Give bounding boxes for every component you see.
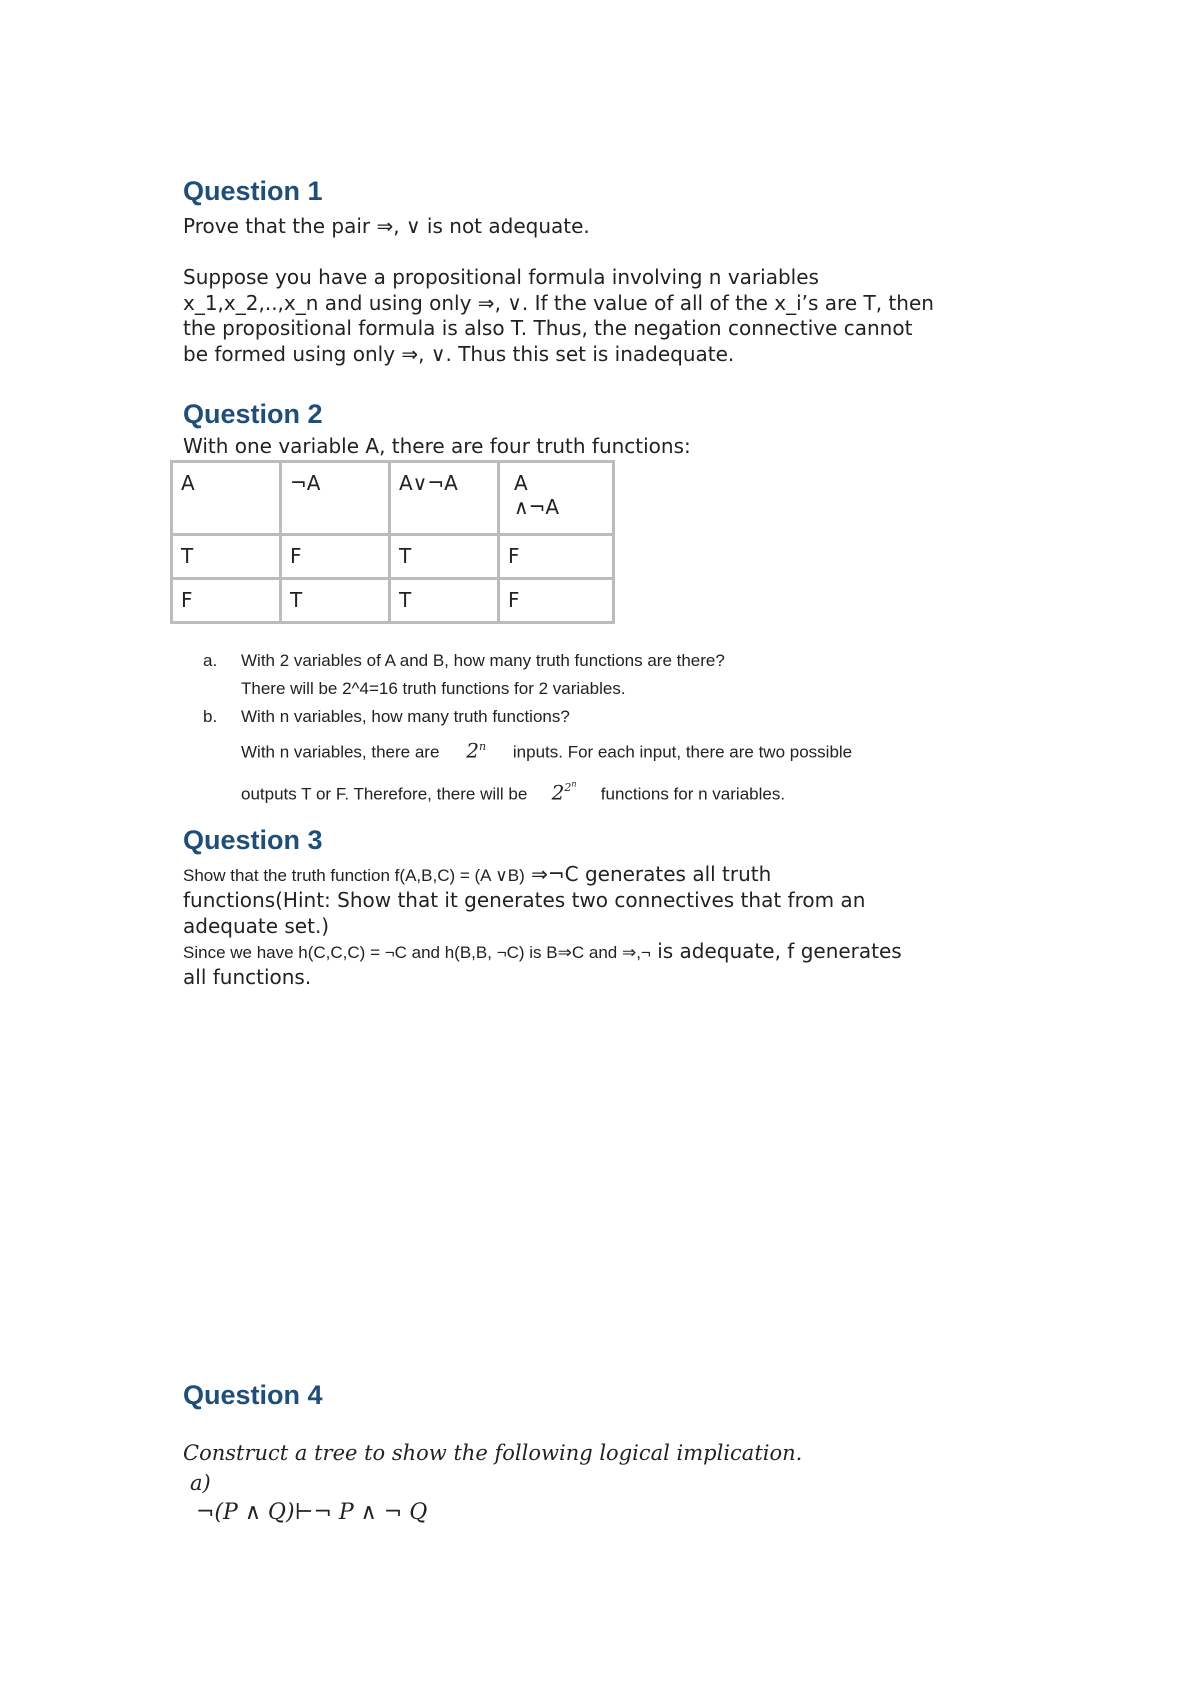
list-item [203,703,852,731]
truth-table-cell: F [281,535,390,579]
truth-table-row [172,579,614,623]
math-base: 2 [551,779,565,804]
truth-table-cell: T [390,535,499,579]
q4-part-label: a) [190,1471,211,1495]
truth-table-header-cell: A∨¬A [390,462,499,535]
truth-table-header-cell: A ∧¬A [499,462,614,535]
answer-text: inputs. For each input, there are two possible [512,742,853,762]
truth-table-cell: T [281,579,390,623]
q2-intro: With one variable A, there are four truth functions: [183,434,691,458]
q2-heading: Question 2 [183,399,323,429]
q1-answer-line: Suppose you have a propositional formula involving n variables [183,265,819,289]
q1-heading: Question 1 [183,176,323,206]
truth-table-header [172,462,614,535]
q3-line [183,862,902,888]
math-base: 2 [466,738,479,763]
q4-formula: ¬(P ∧ Q)⊢¬ P ∧ ¬ Q [196,1500,428,1525]
q3-text: is adequate, f generates [650,939,902,963]
truth-table-cell: F [172,579,281,623]
q3-heading: Question 3 [183,825,323,855]
two-power-n [444,731,508,767]
math-exponent [564,781,576,794]
q1-answer-line: x_1,x_2,..,x_n and using only ⇒, ∨. If the value of all of the x_i’s are T, then [183,290,934,315]
truth-table [170,460,615,624]
list-answer: There will be 2^4=16 truth functions for 2 variables. [241,679,626,698]
truth-table-cell: F [499,579,614,623]
q3-line: adequate set.) [183,913,330,938]
q1-answer-line: be formed using only ⇒, ∨. Thus this set is inadequate. [183,341,735,366]
truth-table-cell: T [390,579,499,623]
truth-table-header-cell: A [172,462,281,535]
truth-table-header-cell: ¬A [281,462,390,535]
answer-text: functions for n variables. [600,783,786,803]
list-question: With 2 variables of A and B, how many truth functions are there? [241,651,725,670]
answer-text: outputs T or F. Therefore, there will be [241,783,528,803]
q3-line: all functions. [183,965,312,989]
list-answer [203,769,852,810]
q1-prompt: Prove that the pair ⇒, ∨ is not adequate. [183,214,590,238]
q3-line [183,939,902,965]
q3-text: ⇒¬C generates all truth [524,862,772,886]
q3-text: Since we have h(C,C,C) = ¬C and h(B,B, ¬C) is B⇒C and ⇒,¬ [183,943,651,962]
q3-line: functions(Hint: Show that it generates two connectives that from an [183,888,866,912]
q2-list [203,647,852,810]
list-answer [203,731,852,769]
list-item [203,647,852,675]
truth-table-cell: F [499,535,614,579]
q3-text: Show that the truth function f(A,B,C) = (A ∨B) [183,866,525,885]
q1-answer [183,265,934,367]
q1-answer-line: the propositional formula is also T. Thus, the negation connective cannot [183,316,913,340]
list-marker: b. [203,707,218,726]
list-marker: a. [203,651,218,670]
truth-table-row [172,535,614,579]
q4-instruction: Construct a tree to show the following logical implication. [183,1441,803,1465]
list-question: With n variables, how many truth functions? [241,707,570,726]
truth-table-cell: T [172,535,281,579]
two-power-two-power-n [532,769,596,808]
q4-heading: Question 4 [183,1380,323,1410]
math-exponent-inner: n [571,779,577,789]
math-exponent: n [478,740,487,753]
q3-body [183,862,902,991]
answer-text: With n variables, there are [241,742,440,762]
math-exponent-base: 2 [564,781,572,795]
